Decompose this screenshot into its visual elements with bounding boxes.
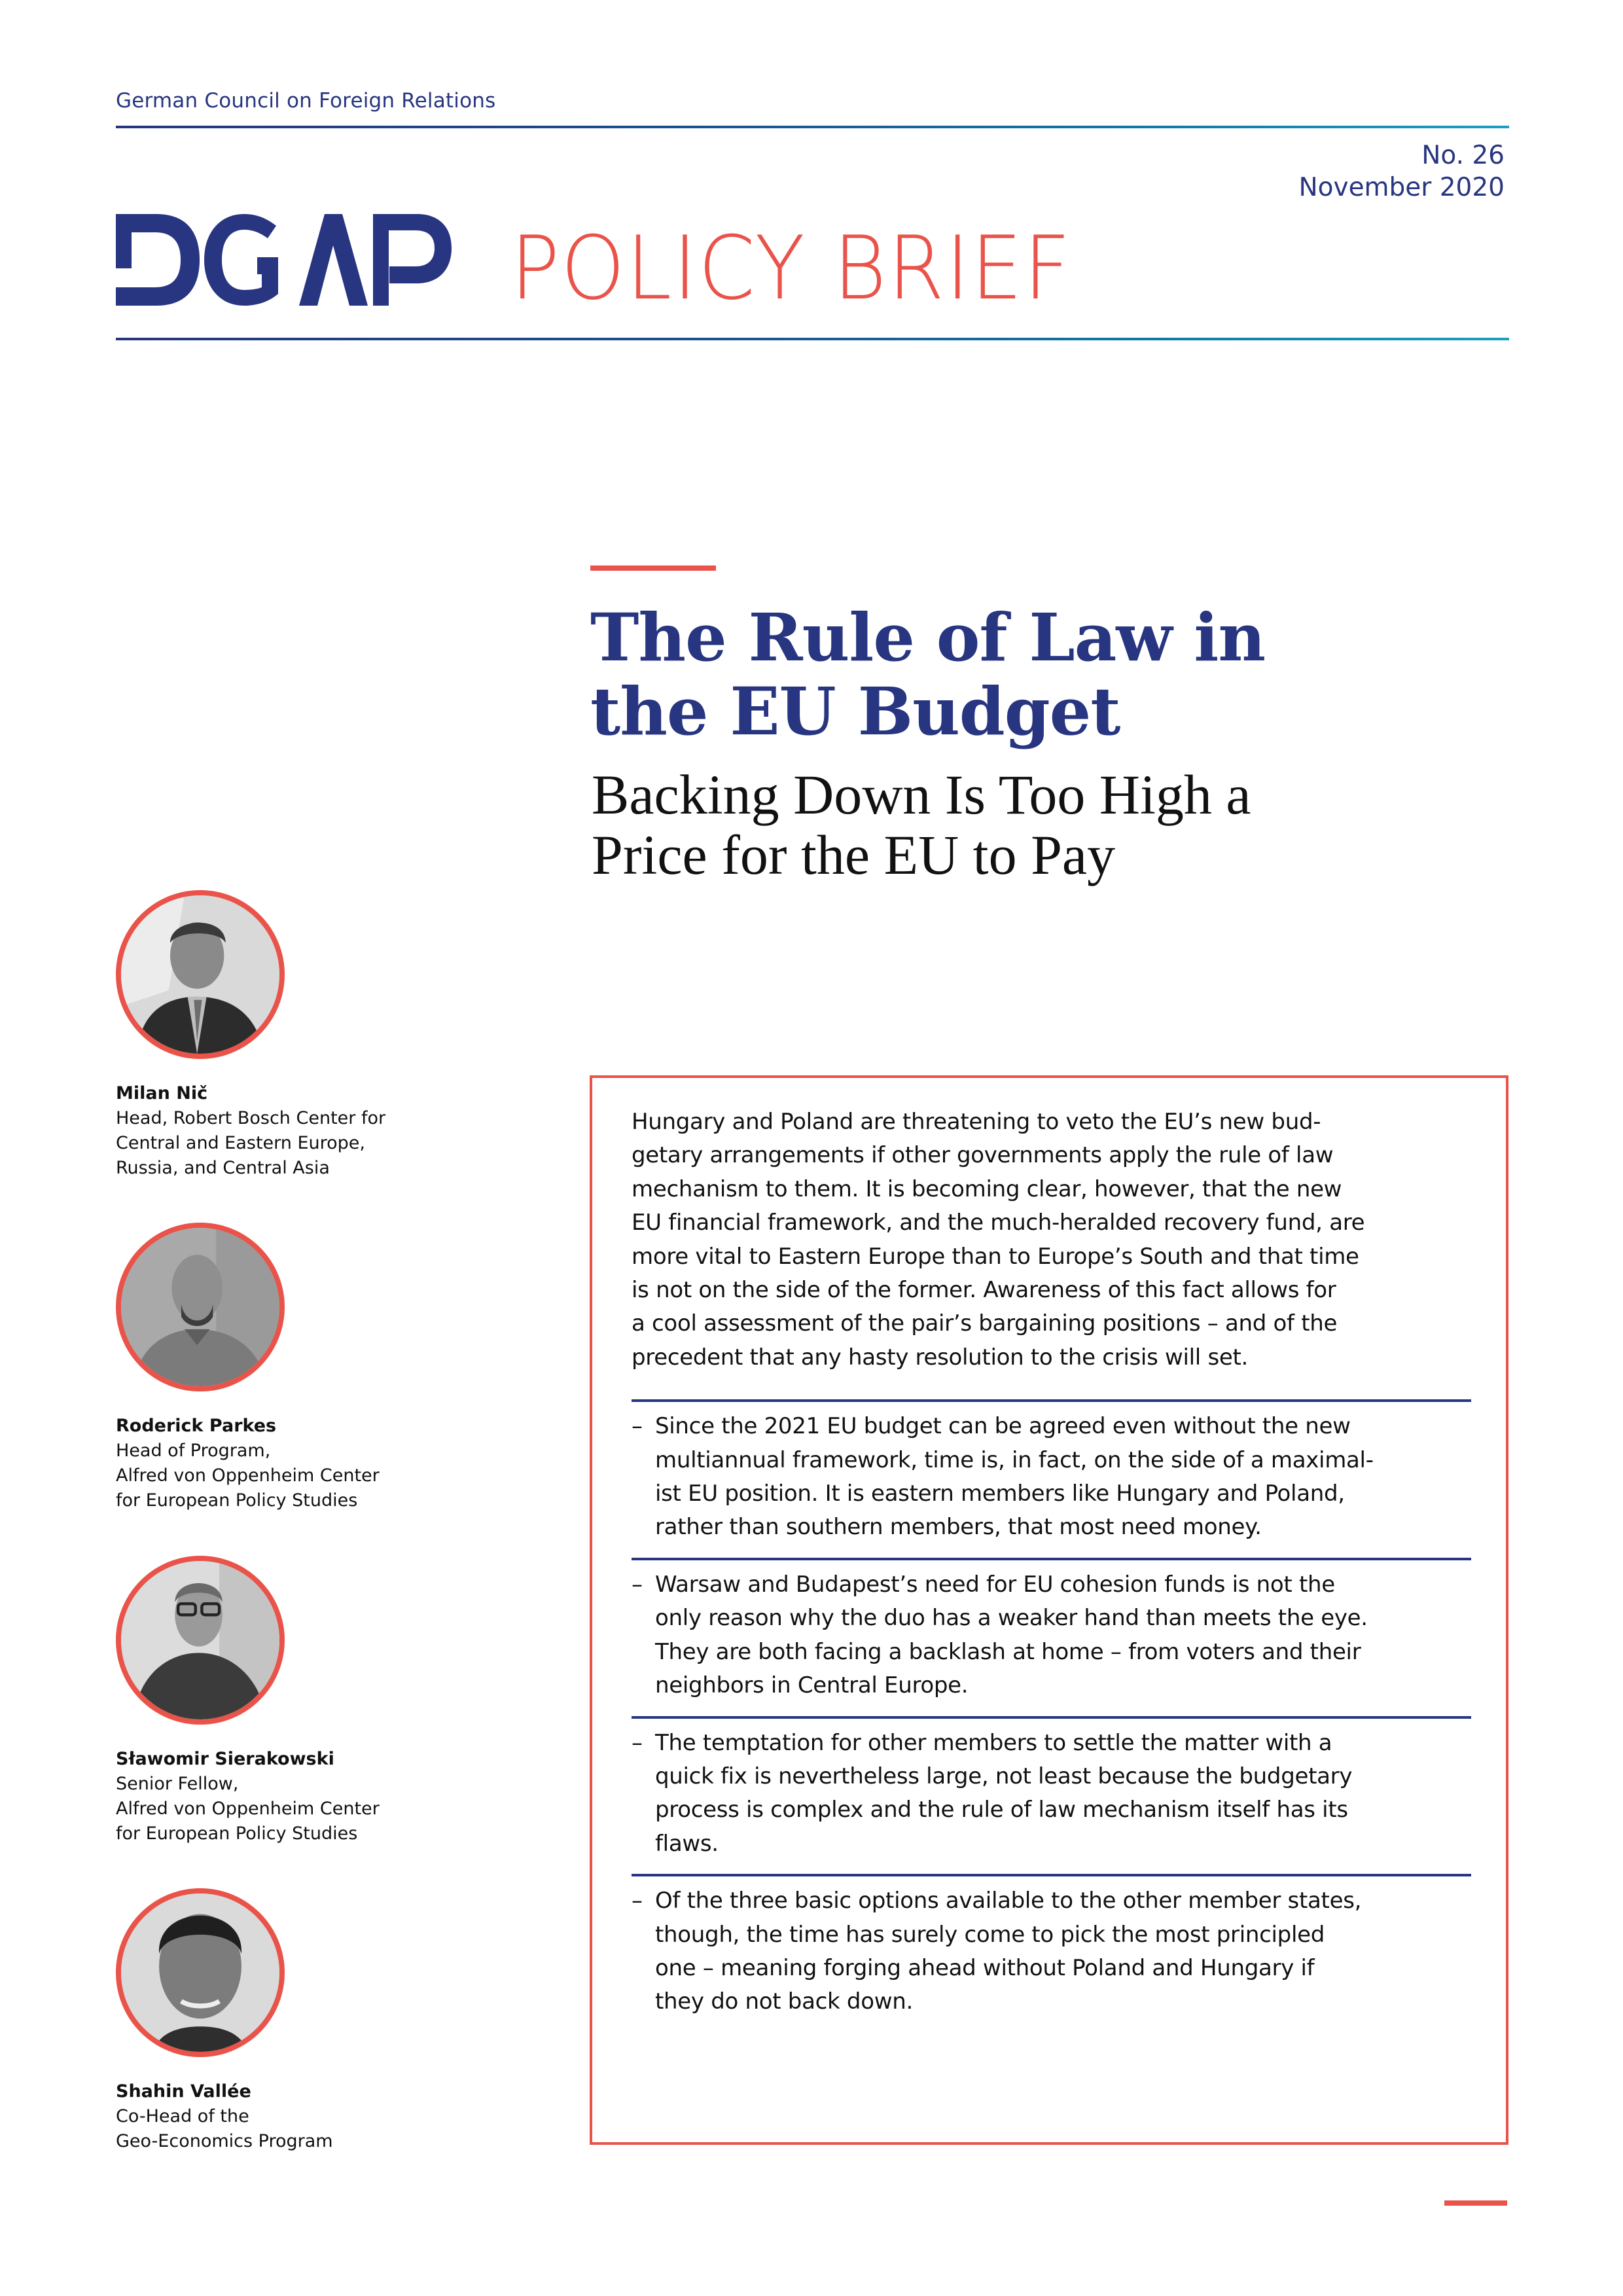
subtitle-line: Backing Down Is Too High a: [592, 763, 1251, 826]
key-point-line: one – meaning forging ahead without Poland and Hungary if: [655, 1954, 1315, 1981]
author-role: Central and Eastern Europe,: [116, 1133, 365, 1153]
author-role: Russia, and Central Asia: [116, 1158, 330, 1178]
issue-number: No. 26: [1421, 141, 1505, 170]
author-card: [116, 1556, 430, 1846]
author-name: Shahin Vallée: [116, 2081, 251, 2102]
person-silhouette-icon: [121, 1228, 279, 1386]
author-name: Milan Nič: [116, 1083, 208, 1103]
author-card: [116, 890, 430, 1181]
key-point: [632, 1410, 1471, 1545]
document-subtitle: [592, 764, 1251, 885]
key-point-line: Warsaw and Budapest’s need for EU cohesion funds is not the: [655, 1571, 1335, 1598]
key-point-line: flaws.: [655, 1830, 719, 1857]
intro-line: is not on the side of the former. Awareness of this fact allows for: [632, 1277, 1336, 1304]
intro-line: EU financial framework, and the much-heralded recovery fund, are: [632, 1210, 1365, 1236]
bullet-dash: –: [632, 1413, 643, 1440]
author-photo: [116, 1556, 285, 1725]
section-divider: [632, 1399, 1471, 1402]
section-divider: [632, 1716, 1471, 1719]
key-point-line: process is complex and the rule of law mechanism itself has its: [655, 1797, 1348, 1823]
key-point-line: ist EU position. It is eastern members like Hungary and Poland,: [655, 1480, 1345, 1507]
bullet-dash: –: [632, 1729, 643, 1756]
intro-line: a cool assessment of the pair’s bargaining positions – and of the: [632, 1310, 1338, 1337]
intro-line: precedent that any hasty resolution to the crisis will set.: [632, 1344, 1249, 1371]
section-divider: [632, 1874, 1471, 1876]
key-point-line: though, the time has surely come to pick the most principled: [655, 1921, 1325, 1948]
series-title: POLICY BRIEF: [510, 217, 1072, 319]
bullet-dash: –: [632, 1888, 643, 1914]
key-point-line: only reason why the duo has a weaker hand than meets the eye.: [655, 1605, 1368, 1632]
author-role: Geo-Economics Program: [116, 2131, 333, 2151]
issue-info: [1298, 139, 1505, 204]
key-point-line: Of the three basic options available to the other member states,: [655, 1888, 1362, 1914]
dgap-logo-icon: [116, 214, 482, 306]
key-point-line: The temptation for other members to settle the matter with a: [655, 1729, 1332, 1756]
title-line: The Rule of Law in: [590, 599, 1266, 676]
page-accent-dash: [1444, 2200, 1507, 2206]
key-point: [632, 1884, 1471, 2019]
person-silhouette-icon: [121, 895, 279, 1054]
intro-line: Hungary and Poland are threatening to veto the EU’s new bud-: [632, 1109, 1321, 1135]
intro-line: getary arrangements if other governments apply the rule of law: [632, 1142, 1334, 1169]
author-photo: [116, 1223, 285, 1391]
title-line: the EU Budget: [590, 673, 1120, 750]
author-role: Alfred von Oppenheim Center: [116, 1799, 380, 1819]
key-point: [632, 1568, 1471, 1703]
subtitle-line: Price for the EU to Pay: [592, 823, 1116, 886]
key-point-line: They are both facing a backlash at home – from voters and their: [655, 1638, 1361, 1665]
document-title: [590, 601, 1265, 749]
summary-box: [590, 1075, 1508, 2145]
author-name: Sławomir Sierakowski: [116, 1749, 334, 1769]
author-role: Head of Program,: [116, 1441, 271, 1461]
author-photo: [116, 1888, 285, 2057]
author-photo: [116, 890, 285, 1059]
key-point-line: quick fix is nevertheless large, not least because the budgetary: [655, 1763, 1353, 1789]
author-card: [116, 1223, 430, 1513]
intro-line: mechanism to them. It is becoming clear, however, that the new: [632, 1175, 1342, 1202]
issue-date: November 2020: [1298, 173, 1505, 202]
section-divider: [632, 1558, 1471, 1560]
organization-name: German Council on Foreign Relations: [116, 89, 496, 113]
header-rule-bottom: [116, 338, 1509, 340]
key-point-line: they do not back down.: [655, 1988, 913, 2015]
author-name: Roderick Parkes: [116, 1416, 277, 1436]
key-point-line: rather than southern members, that most need money.: [655, 1514, 1262, 1541]
key-point: [632, 1727, 1471, 1861]
dgap-logo: [116, 214, 482, 306]
author-role: Alfred von Oppenheim Center: [116, 1465, 380, 1486]
key-point-line: multiannual framework, time is, in fact, on the side of a maximal-: [655, 1446, 1374, 1473]
author-role: Head, Robert Bosch Center for: [116, 1108, 386, 1128]
person-silhouette-icon: [121, 1561, 279, 1719]
bullet-dash: –: [632, 1571, 643, 1598]
author-role: Senior Fellow,: [116, 1774, 239, 1794]
header-rule-top: [116, 126, 1509, 128]
author-role: Co-Head of the: [116, 2106, 249, 2126]
key-point-line: Since the 2021 EU budget can be agreed even without the new: [655, 1413, 1351, 1440]
author-card: [116, 1888, 430, 2154]
intro-line: more vital to Eastern Europe than to Europe’s South and that time: [632, 1243, 1359, 1270]
title-accent-dash: [590, 565, 716, 571]
author-role: for European Policy Studies: [116, 1823, 358, 1844]
key-point-line: neighbors in Central Europe.: [655, 1672, 969, 1699]
person-silhouette-icon: [121, 1893, 279, 2052]
summary-intro: [632, 1105, 1471, 1374]
author-role: for European Policy Studies: [116, 1490, 358, 1511]
